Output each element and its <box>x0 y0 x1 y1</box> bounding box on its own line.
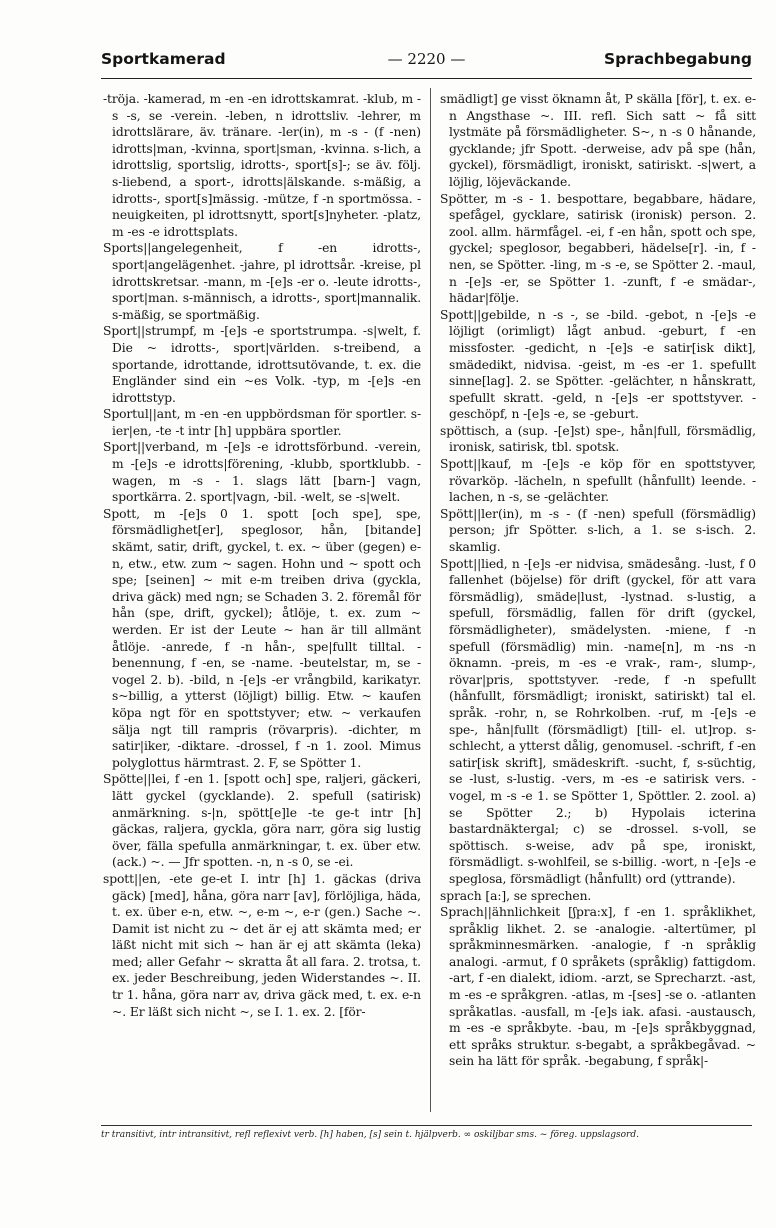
entry-paragraph: -tröja. -kamerad, m -en -en idrottskamrat. -klub, m -s -s, se -verein. -leben, n idrottsliv. -lehrer, m idrottslärare, äv. tränare. -ler(in), m -s - (f -nen) idrotts|man, -kvinna, sport|sman, -kvinna. s-lich, a idrottslig, sportslig, idrotts-, sport[s]-; se äv. följ. s-liebend, a sport-, idrotts|älskande. s-mäßig, a idrotts-, sport[s]mässig. -mütze, f -n sportmössa. -neuigkeiten, pl idrottsnytt, sport[s]nyheter. -platz, m -es -e idrottsplats. <box>103 92 421 239</box>
entry-paragraph: Sportul||ant, m -en -en uppbördsman för sportler. s-ier|en, -te -t intr [h] uppbära sportler. <box>103 407 421 438</box>
left-column <box>103 91 421 1121</box>
entry-paragraph: Spötter, m -s - 1. bespottare, begabbare, hädare, spefågel, gycklare, satirisk (ironisk) person. 2. zool. allm. härmfågel. -ei, f -en hån, spott och spe, gyckel; speglosor, begabberi, hädelse[r]. -in, f -nen, se Spötter. -ling, m -s -e, se Spötter 2. -maul, n -[e]s -er, se Spötter 1. -zunft, f -e smädar-, hädar|följe. <box>440 191 756 306</box>
entry-paragraph: spöttisch, a (sup. -[e]st) spe-, hån|full, försmädlig, ironisk, satirisk, tbl. spotsk. <box>440 423 756 455</box>
entry-paragraph: Sprach||ähnlichkeit [ʃpra:x], f -en 1. språklikhet, språklig likhet. 2. se -analogie. -altertümer, pl språkminnesmärken. -analogie, f -n språklig analogi. -armut, f 0 språkets (språklig) fattigdom. -art, f -en dialekt, idiom. -arzt, se Sprecharzt. -ast, m -es -e språkgren. -atlas, m -[ses] -se o. -atlanten språkatlas. -ausfall, m -[e]s iak. afasi. -austausch, m -es -e språkbyte. -bau, m -[e]s språkbyggnad, ett språks struktur. s-begabt, a språkbegåvad. ~ sein ha lätt för språk. -begabung, f språk|- <box>440 905 756 1069</box>
right-column <box>440 91 756 1121</box>
entry-paragraph: Spott, m -[e]s 0 1. spott [och spe], spe, försmädlighet[er], speglosor, hån, [bitande] skämt, satir, drift, gyckel, t. ex. ~ über (gegen) e-n, etw., etw. zum ~ sagen. Hohn und ~ spott och spe; [seinen] ~ mit e-m treiben driva (gyckla, driva gäck) med ngn; se Schaden 3. 2. föremål för hån (spe, drift, gyckel); åtlöje, t. ex. zum ~ werden. Er ist der Leute ~ han är till allmänt åtlöje. -anrede, f -n hån-, spe|fullt tilltal. -benennung, f -en, se -name. -beutelstar, m, se -vogel 2. b). -bild, n -[e]s -er vrångbild, karikatyr. s~billig, a ytterst (löjligt) billig. Etw. ~ kaufen köpa ngt för en spottstyver; etw. ~ verkaufen sälja ngt till rampris (rövarpris). -dichter, m satir|iker, -diktare. -drossel, f -n 1. zool. Mimus polyglottus härmtrast. 2. F, se Spötter 1. <box>103 506 421 770</box>
header-first-entry: Sportkamerad <box>101 50 226 68</box>
entry-paragraph: Spott||gebilde, n -s -, se -bild. -gebot, n -[e]s -e löjligt (orimligt) lågt anbud. -geburt, f -en missfoster. -gedicht, n -[e]s -e satir[isk dikt], smädedikt, nidvisa. -geist, m -es -er 1. spefullt sinne[lag]. 2. se Spötter. -gelächter, n hånskratt, spefullt skratt. -geld, n -[e]s -er spottstyver. -geschöpf, n -[e]s -e, se -geburt. <box>440 307 756 422</box>
entry-paragraph: Sport||verband, m -[e]s -e idrottsförbund. -verein, m -[e]s -e idrotts|förening, -klubb, sportklubb. -wagen, m -s - 1. slags lätt [barn-] vagn, sportkärra. 2. sport|vagn, -bil. -welt, se -s|welt. <box>103 440 421 505</box>
entry-paragraph: smädligt] ge visst öknamn åt, P skälla [för], t. ex. e-n Angsthase ~. III. refl. Sich satt ~ få sitt lystmäte på försmädligheter. S~, n -s 0 hånande, gycklande; jfr Spott. -derweise, adv på spe (hån, gyckel), försmädligt, ironiskt, satiriskt. -s|wert, a löjlig, löjeväckande. <box>440 92 756 189</box>
header-rule <box>101 78 752 79</box>
abbreviation-legend: tr transitivt, intr intransitivt, refl reflexivt verb. [h] haben, [s] sein t. hjälpverb. ∞ oskiljbar sms. ~ föreg. uppslagsord. <box>101 1130 639 1140</box>
footer-rule <box>101 1125 752 1126</box>
entry-paragraph: Spötte||lei, f -en 1. [spott och] spe, raljeri, gäckeri, lätt gyckel (gycklande). 2. spefull (satirisk) anmärkning. s-|n, spött[e]le -te ge-t intr [h] gäckas, raljera, gyckla, göra narr, göra sig lustig över, fälla spefulla anmärkningar, t. ex. über etw. (ack.) ~. — Jfr spotten. -n, n -s 0, se -ei. <box>103 772 421 870</box>
entry-paragraph: Spott||kauf, m -[e]s -e köp för en spottstyver, rövarköp. -lächeln, n spefullt (hånfullt) leende. -lachen, n -s, se -gelächter. <box>440 457 756 505</box>
entry-paragraph: spott||en, -ete ge-et I. intr [h] 1. gäckas (driva gäck) [med], håna, göra narr [av], förlöjliga, häda, t. ex. über e-n, etw. ~, e-m ~, e-r (gen.) Sache ~. Damit ist nicht zu ~ det är ej att skämta med; er läßt nicht mit sich ~ han är ej att skämta (leka) med; aller Gefahr ~ skratta åt all fara. 2. trotsa, t. ex. jeder Beschreibung, jeden Widerstandes ~. II. tr 1. håna, göra narr av, driva gäck med, t. ex. e-n ~. Er läßt sich nicht ~, se I. 1. ex. 2. [för- <box>103 871 421 1019</box>
page-number: — 2220 — <box>387 50 466 68</box>
entry-paragraph: sprach [a:], se sprechen. <box>440 888 592 903</box>
entry-paragraph: Spott||lied, n -[e]s -er nidvisa, smädesång. -lust, f 0 fallenhet (böjelse) för drift (gyckel, för att vara försmädlig), smäde|lust, -lystnad. s-lustig, a spefull, försmädlig, fallen för drift (gyckel, försmädligheter), smädelysten. -miene, f -n spefull (försmädlig) min. -name[n], m -ns -n öknamn. -preis, m -es -e vrak-, ram-, slump-, rövar|pris, spottstyver. -rede, f -n spefullt (hånfullt, försmädligt; ironiskt, satiriskt) tal el. språk. -rohr, n, se Rohrkolben. -ruf, m -[e]s -e spe-, hån|fullt (försmädligt) [till- el. ut]rop. s-schlecht, a ytterst dålig, genomusel. -schrift, f -en satir[isk skrift], smädeskrift. -sucht, f, s-süchtig, se -lust, s-lustig. -vers, m -es -e satirisk vers. -vogel, m -s -e 1. se Spötter 1, Spöttler. 2. zool. a) se Spötter 2.; b) Hypolais icterina bastardnäktergal; c) se -drossel. s-voll, se spöttisch. s-weise, adv på spe, ironiskt, försmädligt. s-wohlfeil, se s-billig. -wort, n -[e]s -e speglosa, försmädligt (hånfullt) ord (yttrande). <box>440 556 756 886</box>
header-last-entry: Sprachbegabung <box>603 50 752 68</box>
column-divider <box>430 88 431 1112</box>
entry-paragraph: Spött||ler(in), m -s - (f -nen) spefull (försmädlig) person; jfr Spötter. s-lich, a 1. se s-isch. 2. skamlig. <box>440 506 756 555</box>
entry-paragraph: Sport||strumpf, m -[e]s -e sportstrumpa. -s|welt, f. Die ~ idrotts-, sport|världen. s-treibend, a sportande, idrottande, idrottsutövande, t. ex. die Engländer sind ein ~es Volk. -typ, m -[e]s -en idrottstyp. <box>103 324 421 405</box>
page-header <box>101 50 752 76</box>
entry-paragraph: Sports||angelegenheit, f -en idrotts-, sport|angelägenhet. -jahre, pl idrottsår. -kreise, pl idrottskretsar. -mann, m -[e]s -er o. -leute idrotts-, sport|man. s-männisch, a idrotts-, sport|mannalik. s-mäßig, se sportmäßig. <box>103 241 421 322</box>
